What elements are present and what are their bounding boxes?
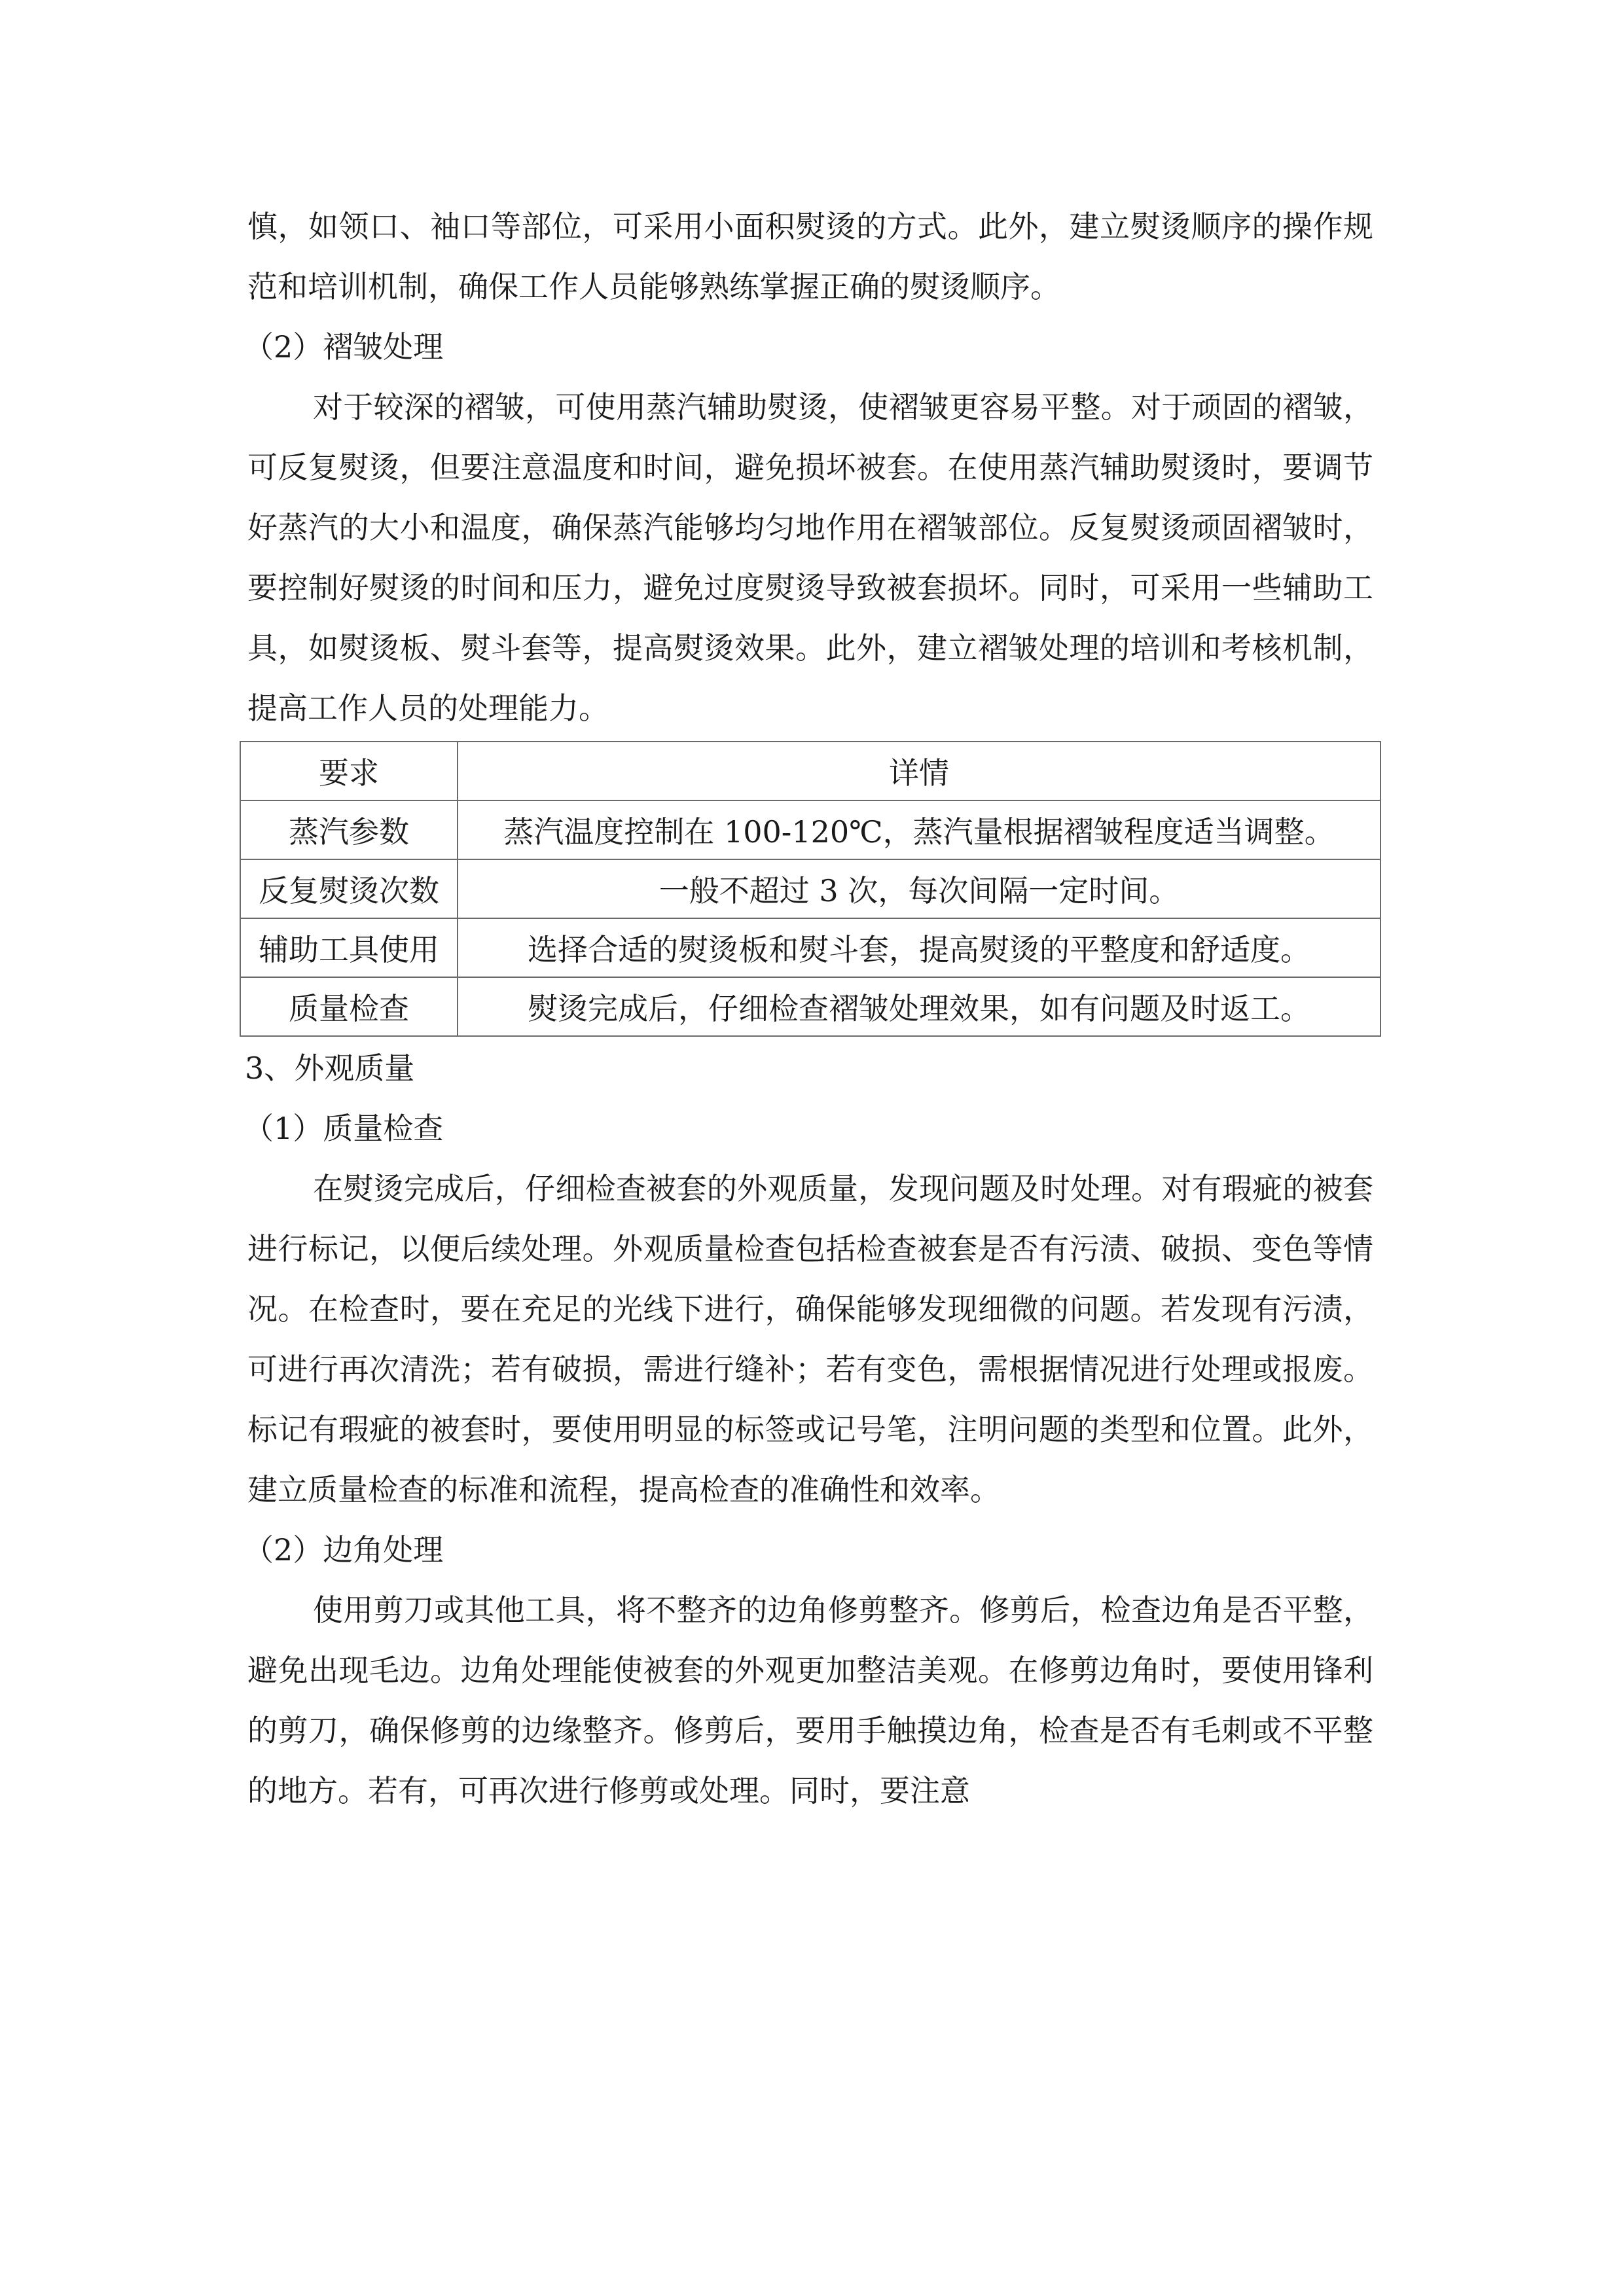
paragraph-edge-treatment: 使用剪刀或其他工具，将不整齐的边角修剪整齐。修剪后，检查边角是否平整，避免出现毛边。边角处理能使被套的外观更加整洁美观。在修剪边角时，要使用锋利的剪刀，确保修剪的边缘整齐。修剪后，要用手触摸边角，检查是否有毛刺或不平整的地方。若有，可再次进行修剪或处理。同时，要注意 bbox=[247, 1592, 1373, 1808]
table-header-row bbox=[240, 742, 1380, 800]
table-row bbox=[240, 800, 1380, 859]
paragraph-ironing-order: 慎，如领口、袖口等部位，可采用小面积熨烫的方式。此外，建立熨烫顺序的操作规范和培训机制，确保工作人员能够熟练掌握正确的熨烫顺序。 bbox=[247, 209, 1373, 304]
table-cell-detail: 蒸汽温度控制在 100-120℃，蒸汽量根据褶皱程度适当调整。 bbox=[458, 800, 1380, 859]
table-cell-requirement: 质量检查 bbox=[240, 977, 458, 1036]
requirements-table bbox=[240, 741, 1381, 1037]
paragraph-wrinkle-treatment: 对于较深的褶皱，可使用蒸汽辅助熨烫，使褶皱更容易平整。对于顽固的褶皱，可反复熨烫，但要注意温度和时间，避免损坏被套。在使用蒸汽辅助熨烫时，要调节好蒸汽的大小和温度，确保蒸汽能够均匀地作用在褶皱部位。反复熨烫顽固褶皱时，要控制好熨烫的时间和压力，避免过度熨烫导致被套损坏。同时，可采用一些辅助工具，如熨烫板、熨斗套等，提高熨烫效果。此外，建立褶皱处理的培训和考核机制，提高工作人员的处理能力。 bbox=[247, 389, 1373, 726]
table-cell-requirement: 辅助工具使用 bbox=[240, 918, 458, 977]
paragraph-quality-check: 在熨烫完成后，仔细检查被套的外观质量，发现问题及时处理。对有瑕疵的被套进行标记，以便后续处理。外观质量检查包括检查被套是否有污渍、破损、变色等情况。在检查时，要在充足的光线下进行，确保能够发现细微的问题。若发现有污渍，可进行再次清洗；若有破损，需进行缝补；若有变色，需根据情况进行处理或报废。标记有瑕疵的被套时，要使用明显的标签或记号笔，注明问题的类型和位置。此外，建立质量检查的标准和流程，提高检查的准确性和效率。 bbox=[247, 1171, 1373, 1507]
table-row bbox=[240, 859, 1380, 918]
table-cell-requirement: 蒸汽参数 bbox=[240, 800, 458, 859]
table-cell-detail: 选择合适的熨烫板和熨斗套，提高熨烫的平整度和舒适度。 bbox=[458, 918, 1380, 977]
table-cell-detail: 一般不超过 3 次，每次间隔一定时间。 bbox=[458, 859, 1380, 918]
heading-quality-check: （1）质量检查 bbox=[244, 1111, 444, 1146]
heading-edge-treatment: （2）边角处理 bbox=[244, 1532, 444, 1568]
heading-appearance-quality: 3、外观质量 bbox=[245, 1050, 415, 1086]
table-header-detail: 详情 bbox=[458, 742, 1380, 800]
table-cell-requirement: 反复熨烫次数 bbox=[240, 859, 458, 918]
table-row bbox=[240, 918, 1380, 977]
table-header-requirement: 要求 bbox=[240, 742, 458, 800]
document-body bbox=[244, 196, 1373, 1821]
heading-wrinkle-treatment: （2）褶皱处理 bbox=[244, 329, 444, 365]
table-cell-detail: 熨烫完成后，仔细检查褶皱处理效果，如有问题及时返工。 bbox=[458, 977, 1380, 1036]
table-row bbox=[240, 977, 1380, 1036]
